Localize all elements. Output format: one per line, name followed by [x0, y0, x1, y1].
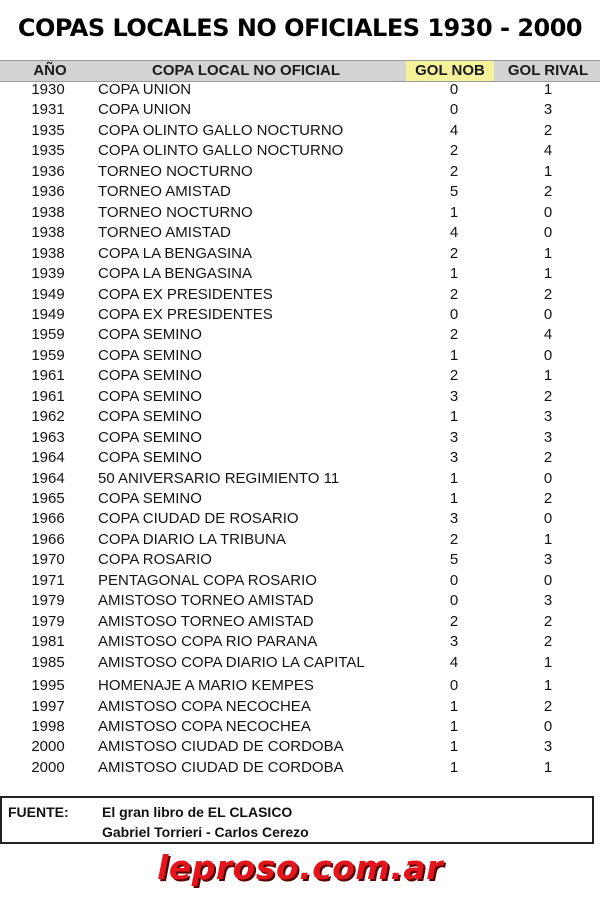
row-cup: AMISTOSO TORNEO AMISTAD [98, 592, 314, 610]
table-row [0, 387, 600, 407]
table-row [0, 428, 600, 448]
row-cup: COPA SEMINO [98, 367, 202, 385]
row-year: 1935 [31, 121, 65, 139]
row-cup: COPA SEMINO [98, 449, 202, 467]
row-gol-rival: 2 [543, 121, 553, 139]
table-row [0, 80, 600, 100]
row-cup: AMISTOSO CIUDAD DE CORDOBA [98, 738, 344, 756]
row-gol-nob: 4 [449, 653, 459, 671]
row-cup: COPA OLINTO GALLO NOCTURNO [98, 142, 344, 160]
row-gol-rival: 0 [543, 346, 553, 364]
row-cup: COPA UNION [98, 101, 192, 119]
table-row [0, 264, 600, 284]
table-row [0, 632, 600, 652]
row-gol-rival: 0 [543, 571, 553, 589]
row-gol-rival: 2 [543, 697, 553, 715]
table-row [0, 244, 600, 264]
row-gol-nob: 1 [449, 265, 459, 283]
row-gol-rival: 0 [543, 305, 553, 323]
row-cup: COPA SEMINO [98, 346, 202, 364]
row-gol-rival: 3 [543, 738, 553, 756]
row-year: 1935 [31, 142, 65, 160]
row-gol-nob: 2 [449, 285, 459, 303]
row-year: 1964 [31, 469, 65, 487]
table-row [0, 489, 600, 509]
row-year: 1949 [31, 285, 65, 303]
row-gol-nob: 0 [449, 305, 459, 323]
row-gol-nob: 1 [449, 717, 459, 735]
row-cup: COPA SEMINO [98, 326, 202, 344]
row-gol-nob: 0 [449, 677, 459, 695]
row-gol-nob: 1 [449, 203, 459, 221]
row-gol-rival: 2 [543, 183, 553, 201]
row-cup: TORNEO AMISTAD [98, 183, 231, 201]
row-year: 1936 [31, 162, 65, 180]
row-gol-nob: 3 [449, 449, 459, 467]
row-gol-rival: 1 [543, 758, 553, 776]
row-cup: HOMENAJE A MARIO KEMPES [98, 677, 314, 695]
source-book: El gran libro de EL CLASICO [102, 804, 293, 820]
table-row [0, 530, 600, 550]
table-row [0, 737, 600, 757]
row-cup: COPA SEMINO [98, 387, 202, 405]
table-row [0, 223, 600, 243]
row-cup: COPA ROSARIO [98, 551, 212, 569]
row-gol-rival: 1 [543, 81, 553, 98]
row-cup: COPA OLINTO GALLO NOCTURNO [98, 121, 344, 139]
row-gol-rival: 1 [543, 265, 553, 283]
table-row [0, 305, 600, 325]
header-cup: COPA LOCAL NO OFICIAL [152, 62, 341, 79]
row-year: 1963 [31, 428, 65, 446]
table-row [0, 717, 600, 737]
row-gol-nob: 0 [449, 101, 459, 119]
row-gol-rival: 2 [543, 285, 553, 303]
row-year: 1961 [31, 387, 65, 405]
row-gol-rival: 2 [543, 490, 553, 507]
row-year: 1981 [31, 633, 65, 651]
table-row [0, 612, 600, 632]
table-row [0, 407, 600, 427]
row-cup: TORNEO NOCTURNO [98, 203, 253, 221]
row-gol-nob: 2 [449, 326, 459, 344]
row-gol-rival: 3 [543, 592, 553, 610]
row-gol-nob: 4 [449, 224, 459, 242]
row-year: 1949 [31, 305, 65, 323]
table-row [0, 285, 600, 305]
table-row [0, 203, 600, 223]
row-year: 1964 [31, 449, 65, 467]
row-year: 1961 [31, 367, 65, 385]
row-gol-rival: 3 [543, 551, 553, 569]
row-year: 1998 [31, 717, 65, 735]
row-year: 1985 [31, 653, 65, 671]
row-gol-nob: 5 [449, 551, 459, 569]
row-gol-rival: 4 [543, 326, 553, 344]
row-gol-nob: 0 [449, 571, 459, 589]
row-gol-nob: 1 [449, 469, 459, 487]
site-logo: leproso.com.ar [157, 848, 443, 887]
row-gol-rival: 2 [543, 387, 553, 405]
row-year: 1962 [31, 408, 65, 426]
row-year: 2000 [31, 758, 65, 776]
row-gol-nob: 2 [449, 367, 459, 385]
row-year: 1938 [31, 203, 65, 221]
table-row [0, 182, 600, 202]
row-gol-nob: 0 [449, 592, 459, 610]
row-year: 1959 [31, 346, 65, 364]
row-gol-nob: 2 [449, 530, 459, 548]
row-year: 1970 [31, 551, 65, 569]
row-gol-nob: 2 [449, 142, 459, 160]
row-cup: COPA SEMINO [98, 408, 202, 426]
row-cup: COPA SEMINO [98, 428, 202, 446]
row-cup: 50 ANIVERSARIO REGIMIENTO 11 [98, 469, 340, 487]
row-cup: AMISTOSO COPA NECOCHEA [98, 697, 311, 715]
row-cup: TORNEO NOCTURNO [98, 162, 253, 180]
row-gol-nob: 3 [449, 510, 459, 528]
table-row [0, 346, 600, 366]
row-cup: AMISTOSO COPA NECOCHEA [98, 717, 311, 735]
row-cup: COPA DIARIO LA TRIBUNA [98, 530, 286, 548]
row-year: 1965 [31, 490, 65, 507]
row-year: 1966 [31, 530, 65, 548]
row-gol-rival: 2 [543, 449, 553, 467]
row-cup: COPA UNION [98, 81, 192, 98]
row-year: 1959 [31, 326, 65, 344]
table-row [0, 121, 600, 141]
header-year: AÑO [33, 62, 67, 79]
row-year: 1936 [31, 183, 65, 201]
row-gol-rival: 3 [543, 408, 553, 426]
table-row [0, 100, 600, 120]
table-header [0, 60, 600, 82]
row-cup: COPA EX PRESIDENTES [98, 285, 273, 303]
row-year: 1939 [31, 265, 65, 283]
table-row [0, 448, 600, 468]
row-gol-nob: 1 [449, 408, 459, 426]
row-gol-rival: 1 [543, 367, 553, 385]
row-cup: AMISTOSO TORNEO AMISTAD [98, 612, 314, 630]
row-gol-nob: 1 [449, 346, 459, 364]
row-gol-rival: 2 [543, 612, 553, 630]
row-cup: COPA LA BENGASINA [98, 265, 252, 283]
table-row [0, 758, 600, 778]
row-year: 1938 [31, 224, 65, 242]
row-year: 1930 [31, 81, 65, 98]
row-year: 1979 [31, 612, 65, 630]
row-gol-nob: 1 [449, 758, 459, 776]
row-year: 1971 [31, 571, 65, 589]
row-gol-rival: 1 [543, 653, 553, 671]
row-cup: COPA LA BENGASINA [98, 244, 252, 262]
table-row [0, 141, 600, 161]
header-gol-nob: GOL NOB [406, 61, 494, 81]
row-gol-rival: 1 [543, 244, 553, 262]
row-cup: AMISTOSO CIUDAD DE CORDOBA [98, 758, 344, 776]
row-cup: TORNEO AMISTAD [98, 224, 231, 242]
row-gol-rival: 3 [543, 101, 553, 119]
table-row [0, 653, 600, 673]
table-row [0, 591, 600, 611]
row-gol-rival: 0 [543, 469, 553, 487]
row-cup: COPA EX PRESIDENTES [98, 305, 273, 323]
table-row [0, 550, 600, 570]
table-row [0, 676, 600, 696]
row-gol-nob: 1 [449, 697, 459, 715]
row-gol-rival: 1 [543, 677, 553, 695]
table-row [0, 697, 600, 717]
header-gol-rival: GOL RIVAL [507, 62, 589, 79]
source-label: FUENTE: [8, 804, 69, 820]
table-row [0, 366, 600, 386]
table-row [0, 509, 600, 529]
table-row [0, 162, 600, 182]
row-gol-nob: 1 [449, 490, 459, 507]
row-gol-nob: 2 [449, 162, 459, 180]
row-gol-nob: 3 [449, 428, 459, 446]
row-year: 1979 [31, 592, 65, 610]
row-gol-rival: 3 [543, 428, 553, 446]
table-row [0, 469, 600, 489]
source-box [0, 796, 594, 844]
row-gol-rival: 1 [543, 530, 553, 548]
row-cup: AMISTOSO COPA RIO PARANA [98, 633, 318, 651]
row-cup: AMISTOSO COPA DIARIO LA CAPITAL [98, 653, 365, 671]
row-year: 1997 [31, 697, 65, 715]
row-year: 2000 [31, 738, 65, 756]
source-authors: Gabriel Torrieri - Carlos Cerezo [102, 824, 309, 840]
row-year: 1931 [31, 101, 65, 119]
row-gol-rival: 1 [543, 162, 553, 180]
page-title: COPAS LOCALES NO OFICIALES 1930 - 2000 [17, 14, 583, 42]
row-gol-nob: 0 [449, 81, 459, 98]
row-gol-nob: 1 [449, 738, 459, 756]
row-gol-nob: 3 [449, 633, 459, 651]
row-gol-rival: 0 [543, 717, 553, 735]
row-gol-rival: 0 [543, 203, 553, 221]
row-cup: PENTAGONAL COPA ROSARIO [98, 571, 317, 589]
row-gol-nob: 4 [449, 121, 459, 139]
row-gol-nob: 5 [449, 183, 459, 201]
row-year: 1995 [31, 677, 65, 695]
table-row [0, 325, 600, 345]
row-gol-rival: 0 [543, 224, 553, 242]
row-gol-rival: 4 [543, 142, 553, 160]
row-gol-nob: 2 [449, 244, 459, 262]
row-gol-rival: 0 [543, 510, 553, 528]
row-year: 1938 [31, 244, 65, 262]
table-row [0, 571, 600, 591]
row-gol-nob: 3 [449, 387, 459, 405]
row-cup: COPA SEMINO [98, 490, 202, 507]
row-gol-nob: 2 [449, 612, 459, 630]
row-gol-rival: 2 [543, 633, 553, 651]
row-cup: COPA CIUDAD DE ROSARIO [98, 510, 299, 528]
row-year: 1966 [31, 510, 65, 528]
